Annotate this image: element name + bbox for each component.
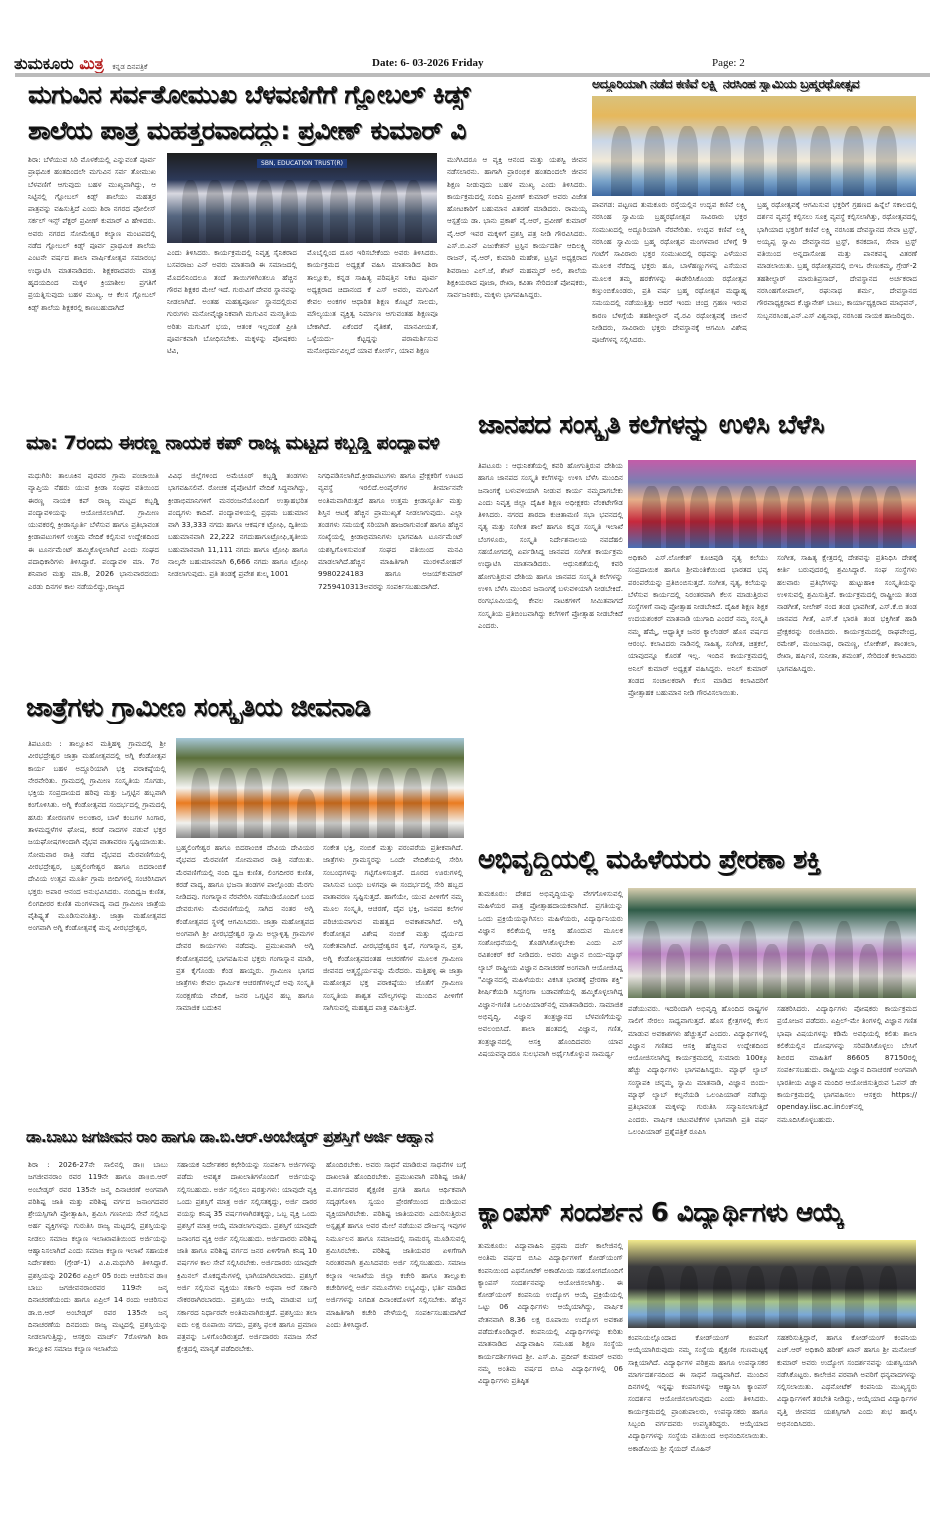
article-column: ಮೊಬೈಲ್ಲಿಂದ ದೂರ ಇರಿಸಬೇಕೆಂದು ಅವರು ತಿಳಿಸಿದರು. ಕಾರ್ಯಕ್ರಮದ ಅಧ್ಯಕ್ಷತೆ ವಹಿಸಿ ಮಾತನಾಡಿದ ಶಿರಾ ತಾಲ್ಲೂಕು, ಕನ್ನಡ ಸಾಹಿತ್ಯ ಪರಿಷತ್ತಿನ ನಿಕಟ ಪೂರ್ವ ಅಧ್ಯಕ್ಷರಾದ ಚಿದಾನಂದ ಕೆ ಎಸ್ ಅವರು, ಮಗುವಿಗೆ ಕೇವಲ ಅಂಕಗಳ ಆಧಾರಿತ ಶಿಕ್ಷಣ ಕೊಟ್ಟರೆ ಸಾಲದು, ಮೌಲ್ಯಯುತ ವ್ಯಕ್ತಿತ್ವ ನಿರ್ಮಾಣ ಆಗುವಂತಹ ಶಿಕ್ಷಣವೂ ಬೇಕಾಗಿದೆ. ಏಕೆಂದರೆ ನೈತಿಕತೆ, ಮಾನವೀಯತೆ, ಒಳ್ಳೆಯದು- ಕೆಟ್ಟದ್ದನ್ನು ಪರಾಮರ್ಶಿಸುವ ಮನೋಧರ್ಮವಿಲ್ಲದೆ ಯಾವ ಕೋರ್ಸ್, ಯಾವ ಶಿಕ್ಷಣ (307, 248, 438, 356)
article-column: ಶಿರಾ: ಬೆಳೆಯುವ ಸಿರಿ ಮೊಳಕೆಯಲ್ಲಿ ಎನ್ನುವಂತೆ ಪೂರ್ವ ಪ್ರಾಥಮಿಕ ಹಂತದಿಂದಲೇ ಮಗುವಿನ ಸರ್ವ ತೋಮುಖ ಬೆಳವಣಿಗೆ ಆಗುವುದು ಬಹಳ ಮುಖ್ಯವಾಗಿದ್ದು, ಆ ನಿಟ್ಟಿನಲ್ಲಿ ಗ್ಲೋಬಲ್ ಕಿಡ್ಸ್ ಶಾಲೆಯು ಮಹತ್ತರ ಪಾತ್ರವನ್ನು ವಹಿಸುತ್ತಿದೆ ಎಂದು ಶಿರಾ ನಗರದ ಪೋಲೀಸ್ ಸರ್ಕಲ್ ಇನ್ಸ್ ಪೆಕ್ಟರ್ ಪ್ರವೀಣ್ ಕುಮಾರ್ ವಿ ಹೇಳಿದರು. ಅವರು ನಗರದ ಸೋಮೇಶ್ವರ ಕಲ್ಯಾಣ ಮಂಟಪದಲ್ಲಿ ನಡೆದ ಗ್ಲೋಬಲ್ ಕಿಡ್ಸ್ ಪೂರ್ವ ಪ್ರಾಥಮಿಕ ಶಾಲೆಯ ಎಂಟನೇ ವರ್ಷದ ಶಾಲಾ ವಾರ್ಷಿಕೋತ್ಸವ ಸಮಾರಂಭ ಉದ್ಘಾಟಿಸಿ ಮಾತನಾಡಿದರು. ಶಿಕ್ಷಕರಾದವರು ಮಾತ್ರ ಹೃದಯದಿಂದ ಮಕ್ಕಳ ಕ್ರಿಯಾಶೀಲ ಪ್ರಗತಿಗೆ ಪ್ರಯತ್ನಿಸುವುದು ಬಹಳ ಮುಖ್ಯ. ಆ ಕೆಲಸ ಗ್ಲೋಬಲ್ ಕಿಡ್ಸ್ ಶಾಲೆಯ ಶಿಕ್ಷಕರಲ್ಲಿ ಕಾಣಬಹುದಾಗಿದೆ (28, 155, 156, 312)
article-column: ಮಧುಗಿರಿ: ತಾಲೂಕಿನ ಪುರವರ ಗ್ರಾಮ ಪಂಚಾಯಿತಿ ವ್ಯಾಪ್ತಿಯ ನೆಹರು ಯುವ ಕ್ರೀಡಾ ಸಂಘದ ವತಿಯಿಂದ ಈರಣ್ಣ ನಾಯಕ ಕಪ್ ರಾಜ್ಯ ಮಟ್ಟದ ಕಬ್ಬಡ್ಡಿ ಪಂದ್ಯಾವಳಿಯನ್ನು ಆಯೋಜಿಸಲಾಗಿದೆ. ಗ್ರಾಮೀಣ ಯುವಕರಲ್ಲಿ ಕ್ರೀಡಾಸ್ಫೂರ್ತಿ ಬೆಳೆಸುವ ಹಾಗೂ ಪ್ರತಿಭಾವಂತ ಕ್ರೀಡಾಪಟುಗಳಿಗೆ ಉತ್ತಮ ವೇದಿಕೆ ಕಲ್ಪಿಸುವ ಉದ್ದೇಶದಿಂದ ಈ ಟೂರ್ನಮೆಂಟ್ ಹಮ್ಮಿಕೊಳ್ಳಲಾಗಿದೆ ಎಂದು ಸಂಘದ ಪದಾಧಿಕಾರಿಗಳು ತಿಳಿಸಿದ್ದಾರೆ. ಪಂದ್ಯಾವಳಿ ಮಾ. 7ರ ಶನಿವಾರ ಮತ್ತು ಮಾ.8, 2026 ಭಾನುವಾರದಂದು ಎರಡು ದಿನಗಳ ಕಾಲ ನಡೆಯಲಿದ್ದು,ರಾಜ್ಯದ (28, 471, 159, 591)
page-number: Page: 2 (712, 57, 745, 69)
article-column: ಪಾವಗಡ: ಪಟ್ಟಣದ ತುಮಕೂರು ರಸ್ತೆಯಲ್ಲಿನ ಉದ್ಭವ ಕಣಿವೆ ಲಕ್ಷ್ಮಿ ನರಸಿಂಹ ಸ್ವಾಮಿಯ ಬ್ರಹ್ಮರಥೋತ್ಸವ ಸಾವಿರಾರು ಭಕ್ತರ ಸಂಮುಖದಲ್ಲಿ ಅದ್ದೂರಿಯಾಗಿ ನೆರವೇರಿತು. ಉದ್ಭವ ಕಣಿವೆ ಲಕ್ಷ್ಮಿ ನರಸಿಂಹ ಸ್ವಾಮಿಯ ಬ್ರಹ್ಮ ರಥೋತ್ಸವ ಮಂಗಳವಾರ ಬೆಳಿಗ್ಗೆ 9 ಗಂಟೆಗೆ ಸಾವಿರಾರು ಭಕ್ತರ ಸಂಮುಖದಲ್ಲಿ ರಥವನ್ನು ಎಳೆಯುವ ಮೂಲಕ ನೆರೆದಿದ್ದ ಭಕ್ತರು ಹೂ, ಬಾಳೆಹಣ್ಣುಗಳನ್ನ ಎಸೆಯುವ ಮೂಲಕ ತಮ್ಮ ಹರಕೆಗಳನ್ನು ಈಡೇರಿಸಿಕೊಂಡು ರಥೋತ್ಸವ ಕಣ್ತುಂಬಿಕೊಂಡರು, ಪ್ರತಿ ವರ್ಷ ಬ್ರಹ್ಮ ರಥೋತ್ಸವ ಮಧ್ಯಾಹ್ನ ಸಮಯದಲ್ಲಿ ನಡೆಯುತ್ತಿತ್ತು ಆದರೆ ಇಂದು ಚಂದ್ರ ಗ್ರಹಣ ಇರುವ ಕಾರಣ ಬೆಳಿಗ್ಗೆಯೆ ತಹಶೀಲ್ದಾರ್ ವೈ.ರವಿ ರಥೋತ್ಸವಕ್ಕೆ ಚಾಲನೆ ನೀಡಿದರು, ಸಾವಿರಾರು ಭಕ್ತರು ದೇವಸ್ಥಾನಕ್ಕೆ ಆಗಮಿಸಿ ವಿಶೇಷ ಪೂಜೆಗಳನ್ನ ಸಲ್ಲಿಸಿದರು. (592, 200, 747, 345)
article-column: ಕಂಪನಿಯಲ್ಲೊಂದಾದ ಕೋಡ್‌ಯಂಗ್ ಕಂಪನಿಗೆ ಆಯ್ಕೆಯಾಗಿರುವುದು ನಮ್ಮ ಸಂಸ್ಥೆಯ ಶೈಕ್ಷಣಿಕ ಗುಣಮಟ್ಟಕ್ಕೆ ಸಾಕ್ಷಿಯಾಗಿದೆ. ವಿದ್ಯಾರ್ಥಿಗಳ ಪರಿಶ್ರಮ ಹಾಗೂ ಉಪನ್ಯಾಸಕರ ಮಾರ್ಗದರ್ಶನದಿಂದ ಈ ಸಾಧನೆ ಸಾಧ್ಯವಾಗಿದೆ. ಮುಂದಿನ ದಿನಗಳಲ್ಲಿ ಇನ್ನಷ್ಟು ಕಂಪನಿಗಳನ್ನು ಆಹ್ವಾನಿಸಿ ಕ್ಯಾಂಪಸ್ ಸಂದರ್ಶನ ಆಯೋಜಿಸಲಾಗುವುದು ಎಂದು ತಿಳಿಸಿದರು. ಕಾರ್ಯಕ್ರಮದಲ್ಲಿ ಪ್ರಾಂಶುಪಾಲರು, ಉಪನ್ಯಾಸಕರು ಹಾಗೂ ಸಿಬ್ಬಂದಿ ವರ್ಗದವರು ಉಪಸ್ಥಿತರಿದ್ದರು. ಆಯ್ಕೆಯಾದ ವಿದ್ಯಾರ್ಥಿಗಳನ್ನು ಸಂಸ್ಥೆಯ ವತಿಯಿಂದ ಅಭಿನಂದಿಸಲಾಯಿತು. ಅಕಾಡೆಮಿಯ ಶ್ರೀ ಸೈಯದ್ ಮೊಹಿನ್ (628, 1333, 768, 1453)
article-photo-jatre (176, 738, 464, 838)
logo-tagline: ಕನ್ನಡ ದಿನಪತ್ರಿಕೆ (112, 63, 148, 71)
article-column: ವಿವಿಧ ಜಿಲ್ಲೆಗಳಿಂದ ಅಮೆಚೂರ್ ಕಬ್ಬಡ್ಡಿ ತಂಡಗಳು ಭಾಗವಹಿಸಲಿವೆ. ರೋಚಕ ಪೈಪೋಟಿಗೆ ವೇದಿಕೆ ಸಿದ್ಧವಾಗಿದ್ದು, ಕ್ರೀಡಾಭಿಮಾನಿಗಳಿಗೆ ಮನರಂಜನೆಯೊಂದಿಗೆ ಉತ್ಸಾಹಭರಿತ ಪಂದ್ಯಗಳು ಕಾದಿವೆ. ಪಂದ್ಯಾವಳಿಯಲ್ಲಿ ಪ್ರಥಮ ಬಹುಮಾನ ವಾಗಿ 33,333 ನಗದು ಹಾಗೂ ಆಕರ್ಷಕ ಟ್ರೋಫಿ, ದ್ವಿತೀಯ ಬಹುಮಾನವಾಗಿ 22,222 ನಗದುಹಾಗೂಟ್ರೋಫಿ,ತೃತೀಯ ಬಹುಮಾನವಾಗಿ 11,111 ನಗದು ಹಾಗೂ ಟ್ರೋಫಿ ಹಾಗೂ ನಾಲ್ಕನೇ ಬಹುಮಾನವಾಗಿ 6,666 ನಗದು ಹಾಗೂ ಟ್ರೋಫಿ ನೀಡಲಾಗುವುದು. ಪ್ರತಿ ತಂಡಕ್ಕೆ ಪ್ರವೇಶ ಶುಲ್ಕ 1001 (168, 471, 308, 579)
headline-janapada: ಜಾನಪದ ಸಂಸ್ಕೃತಿ ಕಲೆಗಳನ್ನು ಉಳಿಸಿ ಬೆಳೆಸಿ (478, 410, 825, 440)
article-column: ಮುಗಿಸಿದರೂ ಆ ವ್ಯಕ್ತಿ ಆನಂದ ಮತ್ತು ಯಶಸ್ವಿ ಜೀವನ ನಡೆಸಲಾರನು. ಹಾಗಾಗಿ ಪ್ರಾರಂಭಿಕ ಹಂತದಿಂದಲೇ ಜೀವನ ಶಿಕ್ಷಣ ನೀಡುವುದು ಬಹಳ ಮುಖ್ಯ ಎಂದು ತಿಳಿಸಿದರು. ಕಾರ್ಯಕ್ರಮದಲ್ಲಿ ಸಂದಿನಿ ಪ್ರವೀಣ್ ಕುಮಾರ್ ಅವರು ವಿಜೇತ ಹೋಟಕಾರಿಗೆ ಬಹುಮಾನ ವಿತರಣೆ ಮಾಡಿದರು. ರಾಮಯ್ಯ ಆಸ್ಪತ್ರೆಯ ಡಾ. ಭಾನು ಪ್ರಕಾಶ್ ವೈ.ಆರ್, ಪ್ರವೀಣ್ ಕುಮಾರ್ ವೈ.ಆರ್ ಇವರ ಮಕ್ಕಳಿಗೆ ಪ್ರಶಸ್ತಿ ಪತ್ರ ನೀಡಿ ಗೌರವಿಸಿದರು. ಎಸ್.ಬಿ.ಎನ್ ಎಜುಕೇಶನ್ ಟ್ರಸ್ಟಿನ ಕಾರ್ಯದರ್ಶಿ ಆದಿಲಕ್ಷ್ಮಿ ರಾಜನ್, ವೈ.ಆರ್, ಕುಮಾರಿ ಮಹೇಶ, ಟ್ರಸ್ಟಿನ ಅಧ್ಯಕ್ಷರಾದ ಶಿವರಾಜು ಎಲ್.ಜೆ, ಶೇಖ್ ಮಹಮ್ಮದ್ ಅಲಿ, ಶಾಲೆಯ ಶಿಕ್ಷಕಿಯರಾದ ಪೂಜಾ, ರೇಖಾ, ಕವಿತಾ ಸೇರಿದಂತೆ ಪೋಷಕರು, ಸಾರ್ವಜನಿಕರು, ಮಕ್ಕಳು ಭಾಗವಹಿಸಿದ್ದರು. (447, 155, 587, 300)
article-column: ಸಹಾಯಕ ನಿರ್ದೇಶಕರ ಕಛೇರಿಯನ್ನು ಸಂಪರ್ಕಿಸಿ ಅರ್ಜಿಗಳನ್ನು ಪಡೆದು ಅವಶ್ಯಕ ದಾಖಲಾತಿಗಳೊಂದಿಗೆ ಅರ್ಜಿಯನ್ನು ಸಲ್ಲಿಸಬಹುದು. ಅರ್ಜಿ ಸಲ್ಲಿಸಲು ಷರತ್ತುಗಳು: ಯಾವುದೇ ವ್ಯಕ್ತಿ ಒಂದು ಪ್ರಶಸ್ತಿಗೆ ಮಾತ್ರ ಅರ್ಜಿ ಸಲ್ಲಿಸತಕ್ಕದ್ದು, ಅರ್ಜಿ ದಾರರ ವಯಸ್ಸು ಕನಿಷ್ಠ 35 ವರ್ಷಗಳಾಗಿರತಕ್ಕದ್ದು, ಒಬ್ಬ ವ್ಯಕ್ತಿ ಒಂದು ಪ್ರಶಸ್ತಿಗೆ ಮಾತ್ರ ಆಯ್ಕೆ ಮಾಡಲಾಗುವುದು. ಪ್ರಶಸ್ತಿಗೆ ಯಾವುದೇ ಜನಾಂಗದ ವ್ಯಕ್ತಿ ಅರ್ಜಿ ಸಲ್ಲಿಸಬಹುದು. ಅರ್ಜಿದಾರರು ಪರಿಶಿಷ್ಟ ಜಾತಿ ಹಾಗೂ ಪರಿಶಿಷ್ಟ ವರ್ಗದ ಜನರ ಏಳಿಗೆಗಾಗಿ ಕನಿಷ್ಠ 10 ವರ್ಷಗಳ ಕಾಲ ಸೇವೆ ಸಲ್ಲಿಸಿರಬೇಕು. ಅರ್ಜಿದಾರರು ಯಾವುದೇ ಕ್ರಿಮಿನಲ್ ಮೊಕದ್ದಮೆಗಳಲ್ಲಿ ಭಾಗಿಯಾಗಿರಬಾರದು. ಪ್ರಶಸ್ತಿಗೆ ಅರ್ಜಿ ಸಲ್ಲಿಸುವ ವ್ಯಕ್ತಿಯು ಸರ್ಕಾರಿ ಅಥವಾ ಅರೆ ಸರ್ಕಾರಿ ನೌಕರರಾಗಿರಬಾರದು. ಪ್ರಶಸ್ತಿಯು ಆಯ್ಕೆ ಮಾಡುವ ಬಗ್ಗೆ ಸರ್ಕಾರದ ನಿರ್ಧಾರವೇ ಅಂತಿಮವಾಗಿರುತ್ತದೆ. ಪ್ರಶಸ್ತಿಯು ತಲಾ ಐದು ಲಕ್ಷ ರೂಪಾಯಿ ನಗದು, ಪ್ರಶಸ್ತಿ ಫಲಕ ಹಾಗೂ ಪ್ರಮಾಣ ಪತ್ರವನ್ನು ಒಳಗೊಂಡಿರುತ್ತದೆ. ಅರ್ಜಿದಾರರು ಸಮಾಜ ಸೇವೆ ಕ್ಷೇತ್ರದಲ್ಲಿ ಮಾನ್ಯತೆ ಪಡೆದಿರಬೇಕು. (177, 1160, 317, 1354)
article-column: ತಿಪಟೂರು : ತಾಲ್ಲೂಕಿನ ಮತ್ತಿಹಳ್ಳಿ ಗ್ರಾಮದಲ್ಲಿ ಶ್ರೀ ವೀರಭದ್ರೇಶ್ವರ ಜಾತ್ರಾ ಮಹೋತ್ಸವದಲ್ಲಿ ಅಗ್ನಿ ಕೆಂಡೋತ್ಸವ ಕಾರ್ಯ ಬಹಳ ಅದ್ದೂರಿಯಾಗಿ ಭಕ್ತಿ ಪರಾಕಷ್ಠೆಯಲ್ಲಿ ನೇರವೇರಿತು. ಗ್ರಾಮದಲ್ಲಿ ಗ್ರಾಮೀಣ ಸಂಸ್ಕೃತಿಯ ಸೊಗಡು, ಭಕ್ತಿಯ ಸಂಪ್ರದಾಯದ ಹರಿವು ಮತ್ತು ಒಗ್ಗಟ್ಟಿನ ಹಬ್ಬವಾಗಿ ಕಂಗೊಳಿಸಿತು. ಅಗ್ನಿ ಕೆಂಡೋತ್ಸವದ ಸಂದರ್ಭದಲ್ಲಿ ಗ್ರಾಮದಲ್ಲಿ ಹಸಿರು ತೋರಣಗಳ ಅಲಂಕಾರ, ಬಾಳೆ ಕಂಬಗಳ ಸಿಂಗಾರ, ತಾಳಮದ್ದಳೆಗಳ ಘೋಷ, ಕರಡೆ ನಾದಗಳ ನಡುವೆ ಭಕ್ತರ ಜಯಘೋಷಗಳಿಂದಾಗಿ ವೈಭವ ವಾತಾವರಣ ಸೃಷ್ಟಿಯಾಯಿತು. ಸೋಮವಾರ ರಾತ್ರಿ ನಡೆದ ವೈಭವದ ಮೆರವಣಿಗೆಯಲ್ಲಿ ವೀರಭದ್ರೇಶ್ವರ, ಬ್ರಹ್ಮಲಿಂಗೇಶ್ವರ ಹಾಗೂ ಬಿದರಾಂಬಿಕೆ ದೇವಿಯ ಉತ್ಸವ ಮೂರ್ತಿ ಗ್ರಾಮ ಬೀದಿಗಳಲ್ಲಿ ಸಂಚರಿಸಿದಾಗ ಭಕ್ತರು ಅಪಾರ ಆನಂದ ಅನುಭವಿಸಿದರು. ನಂದಿಧ್ವಜ ಕುಣಿತ, ಲಿಂಗದೀರರ ಕುಣಿತ ಮಂಗಳವಾದ್ಯ ನಾದ ಗ್ರಾಮೀಣ ಜಾತ್ರೆಯ ವೈಶಿಷ್ಟ್ಯತೆ ಮೂಡಿಸುವಂತಿತ್ತು. ಜಾತ್ರಾ ಮಹೋತ್ಸವದ ಅಂಗವಾಗಿ ಅಗ್ನಿ ಕೆಂಡೋತ್ಸವಕ್ಕೆ ಮನ್ನ ವೀರಭದ್ರೇಶ್ವರ, (28, 739, 166, 933)
article-column: ತುಮಕೂರು: ದೇಶದ ಅಭಿವೃದ್ಧಿಯನ್ನು ವೇಗಗೊಳಿಸುವಲ್ಲಿ ಮಹಿಳೆಯರ ಪಾತ್ರ ಪ್ರೋತ್ಸಾಹದಾಯಕವಾಗಿದೆ. ಪ್ರಗತಿಯನ್ನು ಒಂದು ಪ್ರಕ್ರಿಯೆಯನ್ನಾಗಿಸಲು ಮಹಿಳೆಯರು, ವಿದ್ಯಾರ್ಥಿನಿಯರು ವಿಜ್ಞಾನ ಕಲಿಕೆಯಲ್ಲಿ ಆಸಕ್ತಿ ಹೊಂದುವ ಮೂಲಕ ಸಂಶೋಧನೆಯಲ್ಲಿ ತೊಡಗಿಸಿಕೊಳ್ಳಬೇಕು ಎಂದು ಎಸ್ ರವಿಶಂಕರ್ ಕರೆ ನೀಡಿದರು. ಅವರು ವಿಜ್ಞಾನ ಬಿಂದು-ಮ್ಯಾಥ್ ಲ್ಯಾಬ್ ರಾಷ್ಟ್ರೀಯ ವಿಜ್ಞಾನ ದಿನಾಚರಣೆ ಅಂಗವಾಗಿ ಆಯೋಜಿಸಿದ್ದ "ವಿಜ್ಞಾನದಲ್ಲಿ ಮಹಿಳೆಯರು: ವಿಕಸಿತ ಭಾರತಕ್ಕೆ ಪ್ರೇರಣಾ ಶಕ್ತಿ" ಶೀರ್ಷಿಕೆಯಡಿ ಸಿದ್ಧಗಂಗಾ ಬಡಾವಣೆಯಲ್ಲಿ ಹಮ್ಮಿಕೊಳ್ಳಲಾಗಿದ್ದ ವಿಜ್ಞಾನ-ಗಣಿತ ಒಲಂಪಿಯಾಡ್‌ನಲ್ಲಿ ಮಾತನಾಡಿದರು. ಸಾಮಾಜಿಕ ಅಭಿವೃದ್ಧಿ, ವಿಜ್ಞಾನ ತಂತ್ರಜ್ಞಾನದ ಬೆಳವಣಿಗೆಯನ್ನು ಅವಲಂಬಿಸಿದೆ. ಶಾಲಾ ಹಂತದಲ್ಲಿ ವಿಜ್ಞಾನ, ಗಣಿತ, ತಂತ್ರಜ್ಞಾನದಲ್ಲಿ ಆಸಕ್ತಿ ಹೊಂದಿದವರು ಯಾವ ವಿಷಯವನ್ನಾದರೂ ಸುಲಭವಾಗಿ ಅರ್ಥೈಸಿಕೊಳ್ಳುವ ಸಾಮರ್ಥ್ಯ (478, 889, 623, 1058)
headline-women-development: ಅಭಿವೃದ್ಧಿಯಲ್ಲಿ ಮಹಿಳೆಯರು ಪ್ರೇರಣಾ ಶಕ್ತಿ (478, 845, 821, 875)
newspaper-logo (14, 54, 147, 74)
headline-ambedkar-award: ಡಾ.ಬಾಬು ಜಗಜೀವನ ರಾಂ ಹಾಗೂ ಡಾ.ಬಿ.ಆರ್.ಅಂಬೇಡ್ಕರ್ ಪ್ರಶಸ್ತಿಗೆ ಅರ್ಜಿ ಆಹ್ವಾನ (26, 1128, 433, 1146)
article-column: ತುಮಕೂರು: ವಿದ್ಯಾವಾಹಿನಿ ಪ್ರಥಮ ದರ್ಜೆ ಕಾಲೇಜಿನಲ್ಲಿ ಅಂತಿಮ ವರ್ಷದ ಬಿಸಿಎ ವಿದ್ಯಾರ್ಥಿಗಳಿಗೆ ಕೋಡ್‌ಯಂಗ್ ಕಂಪನಿಯಿಂದ ಎಥನೋಟೆಕ್ ಅಕಾಡೆಮಿಯ ಸಹಯೋಗದೊಂದಿಗೆ ಕ್ಯಾಂಪಸ್ ಸಂದರ್ಶನವನ್ನು ಆಯೋಜಿಸಲಾಗಿತ್ತು. ಈ ಕೋಡ್‌ಯಂಗ್ ಕಂಪನಿಯ ಉದ್ಯೋಗ ಆಯ್ಕೆ ಪ್ರಕ್ರಿಯೆಯಲ್ಲಿ ಒಟ್ಟು 06 ವಿದ್ಯಾರ್ಥಿಗಳು ಆಯ್ಕೆಯಾಗಿದ್ದು, ವಾರ್ಷಿಕ ವೇತನವಾಗಿ 8.36 ಲಕ್ಷ ರೂಪಾಯಿ ಉದ್ಯೋಗ ಅವಕಾಶ ಪಡೆದುಕೊಂಡಿದ್ದಾರೆ. ಕಂಪನಿಯಲ್ಲಿ ವಿದ್ಯಾರ್ಥಿಗಳನ್ನು ಕುರಿತು ಮಾತನಾಡಿದ ವಿದ್ಯಾವಾಹಿನಿ ಸಮೂಹ ಶಿಕ್ಷಣ ಸಂಸ್ಥೆಯ ಕಾರ್ಯದರ್ಶಿಗಳಾದ ಶ್ರೀ. ಎಸ್.ಪಿ. ಪ್ರದೀಪ್ ಕುಮಾರ್ ಅವರು ನಮ್ಮ ಅಂತಿಮ ವರ್ಷದ ಬಿಸಿಎ ವಿದ್ಯಾರ್ಥಿಗಳಲ್ಲಿ 06 ವಿದ್ಯಾರ್ಥಿಗಳು ಪ್ರತಿಷ್ಠಿತ (478, 1241, 623, 1386)
article-column: ಎಂದು ತಿಳಿಸಿದರು. ಕಾರ್ಯಕ್ರಮದಲ್ಲಿ ನಿವೃತ್ತ ಸೈನಿಕರಾದ ಬಸವರಾಜು ಎನ್ ಅವರು ಮಾತನಾಡಿ ಈ ಸಮಾಜದಲ್ಲಿ ಮೊದಲಿನಿಂದಲೂ ತಂದೆ ತಾಯಿಗಳಿಗಿಂತಲೂ ಹೆಚ್ಚಿನ ಗೌರವ ಶಿಕ್ಷಕರ ಮೇಲೆ ಇದೆ. ಗುರುವಿಗೆ ದೇವರ ಸ್ಥಾನವನ್ನು ನೀಡಲಾಗಿದೆ. ಅಂತಹ ಮಹತ್ವಪೂರ್ಣ ಸ್ಥಾನದಲ್ಲಿರುವ ಗುರುಗಳು ಮನೋವೈಜ್ಞಾನಿಕವಾಗಿ ಮಗುವಿನ ಮನಸ್ಥಿತಿಯ ಅರಿತು ಮಗುವಿಗೆ ಭಯ, ಆತಂಕ ಇಲ್ಲದಂತೆ ಪ್ರೀತಿ ಪೂರ್ವಕವಾಗಿ ಬೋಧಿಸಬೇಕು. ಮಕ್ಕಳನ್ನು ಪೋಷಕರು ಟಿವಿ, (167, 248, 297, 356)
article-photo-women-development (628, 888, 916, 998)
article-column: ನಿಗಧಿಪಡಿಸಲಾಗಿದೆ.ಕ್ರೀಡಾಪಟುಗಳು ಹಾಗೂ ಪ್ರೇಕ್ಷಕರಿಗೆ ಊಟದ ವ್ಯವಸ್ಥೆ ಇರಲಿದೆ.ಅಂಪೈರ್‌ಗಳ ತೀರ್ಮಾನವೇ ಅಂತಿಮವಾಗಿರುತ್ತದೆ ಹಾಗೂ ಉತ್ತಮ ಕ್ರೀಡಾಸ್ಫೂರ್ತಿ ಮತ್ತು ಶಿಸ್ತಿನ ಆಟಕ್ಕೆ ಹೆಚ್ಚಿನ ಪ್ರಾಮುಖ್ಯತೆ ನೀಡಲಾಗುವುದು. ಎಲ್ಲಾ ತಂಡಗಳು ಸಮಯಕ್ಕೆ ಸರಿಯಾಗಿ ಹಾಜರಾಗುವಂತೆ ಹಾಗೂ ಹೆಚ್ಚಿನ ಸಂಖ್ಯೆಯಲ್ಲಿ ಕ್ರೀಡಾಭಿಮಾನಿಗಳು ಭಾಗವಹಿಸಿ ಟೂರ್ನಮೆಂಟ್ ಯಶಸ್ವಿಗೊಳಿಸುವಂತೆ ಸಂಘದ ವತಿಯಿಂದ ಮನವಿ ಮಾಡಲಾಗಿದೆ.ಹೆಚ್ಚಿನ ಮಾಹಿತಿಗಾಗಿ ಮುರಳಿಮೋಹನ್ 9980224183 ಹಾಗೂ ಅಜಯ್‌ಕುಮಾರ್ 7259410313ಅವರನ್ನು ಸಂಪರ್ಕಿಸಬಹುದಾಗಿದೆ. (318, 471, 463, 591)
article-column: ಪಡೆಯುವರು. ಇದರಿಂದಾಗಿ ಅಭಿವೃದ್ಧಿ ಹೊಂದಿದ ರಾಷ್ಟ್ರಗಳ ಸಾಲಿಗೆ ಸೇರಲು ಸಾಧ್ಯವಾಗುತ್ತದೆ. ಹೊಸ ಕ್ಷೇತ್ರಗಳಲ್ಲಿ ಕೆಲಸ ಮಾಡುವ ಅವಕಾಶಗಳು ಹೆಚ್ಚುತ್ತವೆ ಎಂದರು. ವಿದ್ಯಾರ್ಥಿಗಳಲ್ಲಿ ವಿಜ್ಞಾನ ಗಣಿತದ ಆಸಕ್ತಿ ಹೆಚ್ಚಿಸುವ ಉದ್ದೇಶದಿಂದ ಆಯೋಜಿಸಲಾಗಿದ್ದ ಕಾರ್ಯಕ್ರಮದಲ್ಲಿ ಸುಮಾರು 100ಕ್ಕೂ ಹೆಚ್ಚು ವಿದ್ಯಾರ್ಥಿಗಳು ಭಾಗವಹಿಸಿದ್ದರು. ಮ್ಯಾಥ್ ಲ್ಯಾಬ್ ಸಂಸ್ಥಾಪಕಿ ಚನ್ನಮ್ಮ ಸ್ವಾಮಿ ಮಾತನಾಡಿ, ವಿಜ್ಞಾನ ಬಿಂದು-ಮ್ಯಾಥ್ ಲ್ಯಾಬ್ ಕಲ್ಪನೆಯಡಿ ಒಲಂಪಿಯಾಡ್ ನಡೆಸಿದ್ದು ಪ್ರತಿಭಾವಂತ ಮಕ್ಕಳನ್ನು ಗುರುತಿಸಿ ಸನ್ಮಾನಿಸಲಾಗುತ್ತಿದೆ ಎಂದರು. ವಾರ್ಷಿಕ ಚಟುವಟಿಕೆಗಳ ಭಾಗವಾಗಿ ಪ್ರತಿ ವರ್ಷ ಒಲಂಪಿಯಾಡ್ ಪ್ರಶ್ನೆಪತ್ರಿಕೆ ರೂಪಿಸಿ (628, 1004, 768, 1136)
headline-kanive-rathotsava: ಅದ್ದೂರಿಯಾಗಿ ನಡೆದ ಕಣಿವೆ ಲಕ್ಷ್ಮಿ ನರಸಿಂಹ ಸ್ವಾಮಿಯ ಬ್ರಹ್ಮರಥೋತ್ಸವ (592, 76, 859, 91)
article-photo-janapada (628, 460, 916, 548)
article-column: ತಿಪಟೂರು : ಆಧುನಿಕತೆಯಲ್ಲಿ ಕವರಿ ಹೋಗುತ್ತಿರುವ ದೇಶಿಯ ಹಾಗೂ ಜಾನಪದ ಸಂಸ್ಕೃತಿ ಕಲೆಗಳನ್ನು ಉಳಿಸಿ ಬೆಳೆಸಿ ಮುಂದಿನ ಜನಾಂಗಕ್ಕೆ ಬಳುವಳಿಯಾಗಿ ನೀಡುವ ಕಾರ್ಯ ನಮ್ಮದಾಗಬೇಕು ಎಂದು ನಿವೃತ್ತ ಜಿಲ್ಲಾ ದೈಹಿಕ ಶಿಕ್ಷಣ ಅಧೀಕ್ಷಕರು ವೆಂಕಟೇಗೌಡ ತಿಳಿಸಿದರು. ನಗರದ ಶಾರದಾ ಕುಚಿತಾಮಣಿ ಸಭಾ ಭವನದಲ್ಲಿ ನೃತ್ಯ ಮತ್ತು ಸಂಗೀತ ಶಾಲೆ ಹಾಗೂ ಕನ್ನಡ ಸಂಸ್ಕೃತಿ ಇಲಾಖೆ ಬೆಂಗಳೂರು, ಸಂಸ್ಕೃತಿ ನಿರ್ದೇಶನಾಲಯ ನವದೆಹಲಿ ಸಹಯೋಗದಲ್ಲಿ ಏರ್ಪಡಿಸಿದ್ದ ಜಾನಪದ ಸಂಗೀತ ಕಾರ್ಯಕ್ರಮ ಉದ್ಘಾಟಿಸಿ ಮಾತನಾಡಿದರು. ಆಧುನಿಕತೆಯಲ್ಲಿ ಕವರಿ ಹೋಗುತ್ತಿರುವ ದೇಶಿಯ ಹಾಗೂ ಜಾನಪದ ಸಂಸ್ಕೃತಿ ಕಲೆಗಳನ್ನು ಉಳಿಸಿ ಬೆಳೆಸಿ ಮುಂದಿನ ಜನಾಂಗಕ್ಕೆ ಬಳುವಳಿಯಾಗಿ ನೀಡಬೇಕಿದೆ. ರಂಗಭೂಮಿಯಲ್ಲಿ ಕೇವಲ ನಾಟಕಗಳಿಗೆ ಸೀಮಿತವಾಗದೆ ಸಂಸ್ಕೃತಿಯ ಪ್ರತಿಬಿಂಬವಾಗಿದ್ದು ಕಲೆಗಳಿಗೆ ಪ್ರೋತ್ಸಾಹ ನೀಡಬೇಕಿದೆ ಎಂದರು. (478, 461, 623, 630)
headline-campus-selection: ಕ್ಯಾಂಪಸ್ ಸಂದರ್ಶನ 6 ವಿದ್ಯಾರ್ಥಿಗಳು ಆಯ್ಕೆ (478, 1198, 844, 1228)
article-column: ಸಹಕರಿಸಿದರು. ವಿದ್ಯಾರ್ಥಿಗಳು ಪೋಷಕರು ಕಾರ್ಯಕ್ರಮದ ಪ್ರಯೋಜನ ಪಡೆದರು. ಏಪ್ರಿಲ್-ಮೇ ತಿಂಗಳಲ್ಲಿ ವಿಜ್ಞಾನ ಗಣಿತ ಭಾಷಾ ವಿಷಯಗಳನ್ನು ಕಡಿಮೆ ಅವಧಿಯಲ್ಲಿ ಕಲಿತು ಶಾಲಾ ಕಲಿಕೆಯಲ್ಲಿನ ದೋಷಗಳನ್ನು ಸರಿಪಡಿಸಿಕೊಳ್ಳಲು ಬೇಸಿಗೆ ಶಿಬಿರದ ಮಾಹಿತಿಗೆ 86605 87150ರಲ್ಲಿ ಸಂಪರ್ಕಿಸಬಹುದು. ರಾಷ್ಟ್ರೀಯ ವಿಜ್ಞಾನ ದಿನಾಚರಣೆ ಅಂಗವಾಗಿ ಭಾರತೀಯ ವಿಜ್ಞಾನ ಮಂದಿರ ಆಯೋಜಿಸುತ್ತಿರುವ ಓಪನ್ ಡೇ ಕಾರ್ಯಕ್ರಮದಲ್ಲಿ ಭಾಗವಹಿಸಲು ಆಸಕ್ತರು https:// openday.iisc.ac.inಲಿಂಕ್‌ನಲ್ಲಿ ನಮೂದಿಸಿಕೊಳ್ಳಬಹುದು. (777, 1004, 917, 1124)
issue-date: Date: 6- 03-2026 Friday (372, 57, 484, 69)
logo-main: ತುಮಕೂರು (14, 54, 74, 73)
article-photo-campus-selection (628, 1240, 916, 1328)
article-column: ಅಧಿಕಾರಿ ಎಸ್.ಲೋಕೇಶ್ ಕೂಚಿಪುಡಿ ನೃತ್ಯ ಕಲೆಯು ಸಂಪ್ರದಾಯಿಕ ಹಾಗೂ ಶ್ರೀಮಂತಿಕೆಯಿಂದ ಭಾರತದ ಭವ್ಯ ಪರಂಪರೆಯನ್ನು ಪ್ರತಿಬಿಂಬಿಸುತ್ತದೆ. ಸಂಗೀತ, ನೃತ್ಯ, ಕಲೆಯನ್ನು ಬೆಳೆಸುವ ಕಾರ್ಯದಲ್ಲಿ ನಿರಂತರವಾಗಿ ಕೆಲಸ ಮಾಡುತ್ತಿರುವ ಸಂಸ್ಥೆಗಳಿಗೆ ನಾವು ಪ್ರೋತ್ಸಾಹ ನೀಡಬೇಕಿದೆ. ದೈಹಿಕ ಶಿಕ್ಷಣ ಶಿಕ್ಷಕ ಉದಯಶಂಕರ್ ಮಾತನಾಡಿ ಯುಗಾದಿ ಎಂದರೆ ನಮ್ಮ ಸಂಸ್ಕೃತಿ ನಮ್ಮ ಹೆಮ್ಮೆ, ಆಧ್ಯಾತ್ಮಿಕ ಜನರ ಕ್ಯಾಲೆಂಡರ್ ಹೊಸ ವರ್ಷದ ಆರಂಭ. ಕಲಾವಿದರು ನಾಡಿನಲ್ಲಿ ಸಾಹಿತ್ಯ, ಸಂಗೀತ, ಚಿತ್ರಕಲೆ, ಯಾವುದನ್ನೂ ಕೊರತೆ ಇಲ್ಲ. ಇಂದಿನ ಕಾರ್ಯಕ್ರಮದಲ್ಲಿ ಅನಿಲ್ ಕುಮಾರ್ ಅಧ್ಯಕ್ಷತೆ ವಹಿಸಿದ್ದರು. ಅನಿಲ್ ಕುಮಾರ್ ತಂಡದ ಸಂಚಾಲಕರಾಗಿ ಕೆಲಸ ಮಾಡಿದ ಕಲಾವಿದರಿಗೆ ಪ್ರೋತ್ಸಾಹಕ ಬಹುಮಾನ ನೀಡಿ ಗೌರವಿಸಲಾಯಿತು. (628, 553, 768, 698)
article-column: ಸಂಗೀತ, ಸಾಹಿತ್ಯ ಕ್ಷೇತ್ರದಲ್ಲಿ ದೇಶವನ್ನು ಪ್ರತಿನಿಧಿಸಿ ದೇಶಕ್ಕೆ ಕೀರ್ತಿ ಬರುವುದರಲ್ಲಿ ಶ್ರಮಿಸಿದ್ದಾರೆ. ಸಂಘ ಸಂಸ್ಥೆಗಳು ಹಲವಾರು ಪ್ರತಿಭೆಗಳನ್ನು ಹುಟ್ಟುಹಾಕಿ ಸಂಸ್ಕೃತಿಯನ್ನು ಉಳಿಸುವಲ್ಲಿ ಶ್ರಮಿಸುತ್ತಿವೆ. ಕಾರ್ಯಕ್ರಮದಲ್ಲಿ ರಾಷ್ಟ್ರೀಯ ತಂಡ ನಾಡಗೀತೆ, ನೀಲೇಶ್ ನಂದ ತಂಡ ಭಾವಗೀತೆ, ಎಸ್.ಕೆ.ಬಿ ತಂಡ ಜಾನಪದ ಗೀತೆ, ಎಸ್.ಕೆ ಭಾರತಿ ತಂಡ ಭಕ್ತಿಗೀತೆ ಹಾಡಿ ಪ್ರೇಕ್ಷಕರನ್ನು ರಂಜಿಸಿದರು. ಕಾರ್ಯಕ್ರಮದಲ್ಲಿ ರಾಘವೇಂದ್ರ, ರಮೇಶ್, ಮಂಜುನಾಥ, ರಾಮಣ್ಣ, ಲೋಕೇಶ್, ಶಾಂತಲಾ, ರೇಖಾ, ಹರ್ಷಿಣಿ, ಸುನೀತಾ, ಶಮಂತ್, ಸೇರಿದಂತೆ ಕಲಾವಿದರು ಭಾಗವಹಿಸಿದ್ದರು. (777, 553, 917, 673)
article-photo-global-kids (167, 153, 437, 243)
logo-accent: ಮಿತ್ರ (79, 54, 104, 73)
article-column: ಸಂಕೇತ ಭಕ್ತಿ, ನಂಬಿಕೆ ಮತ್ತು ಪರಂಪರೆಯ ಪ್ರತೀಕವಾಗಿದೆ. ಜಾತ್ರೆಗಳು ಗ್ರಾಮಸ್ಥರನ್ನು ಒಂದೇ ವೇದಿಕೆಯಲ್ಲಿ ಸೇರಿಸಿ ಸಂಬಂಧಗಳನ್ನು ಗಟ್ಟಿಗೊಳಿಸುತ್ತವೆ. ದೂರದ ಊರುಗಳಲ್ಲಿ ವಾಸಿಸುವ ಬಂಧು ಬಳಗವೂ ಈ ಸಂದರ್ಭದಲ್ಲಿ ಸೇರಿ ಹಬ್ಬದ ವಾತಾವರಣ ಸೃಷ್ಟಿಸುತ್ತದೆ. ಹಾಗೆಯೇ, ಯುವ ಪೀಳಿಗೆಗೆ ನಮ್ಮ ಮೂಲ ಸಂಸ್ಕೃತಿ, ಆಚರಣೆ, ದೈವ ಭಕ್ತಿ, ಜನಪದ ಕಲೆಗಳ ಪರಿಚಯವಾಗುವ ಮಹತ್ವದ ಅವಕಾಶವಾಗಿದೆ. ಅಗ್ನಿ ಕೆಂಡೋತ್ಸವ ವಿಶೇಷ ನಂಬಿಕೆ ಮತ್ತು ಧೈರ್ಯದ ಸಂಕೇತವಾಗಿದೆ. ವೀರಭದ್ರೇಶ್ವರನ ಕೃಪೆ, ಗಂಗಾಸ್ನಾನ, ವ್ರತ, ಅಗ್ನಿ ಕೆಂಡೋತ್ಸವದಂತಹ ಆಚರಣೆಗಳ ಮೂಲಕ ಗ್ರಾಮೀಣ ಜೀವನದ ಆತ್ಮಸ್ಥೈರ್ಯವನ್ನು ಮೆರೆದರು. ಮತ್ತಿಹಳ್ಳಿ ಈ ಜಾತ್ರಾ ಮಹೋತ್ಸವ ಭಕ್ತ ಪರಾಕಷ್ಠೆಯು ಜೊತೆಗೆ ಗ್ರಾಮೀಣ ಸಂಸ್ಕೃತಿಯ ಶಾಶ್ವತ ಮೌಲ್ಯಗಳನ್ನು ಮುಂದಿನ ಪೀಳಿಗೆಗೆ ಸಾಗಿಸುವಲ್ಲಿ ಮಹತ್ವದ ಪಾತ್ರ ವಹಿಸುತ್ತಿದೆ. (323, 843, 463, 1012)
headline-kabaddi: ಮಾ: 7ರಂದು ಈರಣ್ಣ ನಾಯಕ ಕಪ್ ರಾಜ್ಯ ಮಟ್ಟದ ಕಬ್ಬಡ್ಡಿ ಪಂದ್ಯಾವಳಿ (26, 432, 440, 454)
masthead (0, 0, 945, 75)
article-photo-rathotsava (592, 96, 916, 196)
article-column: ಹೊಂದಿರಬೇಕು. ಅವರು ಸಾಧನೆ ಮಾಡಿರುವ ಸಾಧನೆಗಳ ಬಗ್ಗೆ ದಾಖಲಾತಿ ಹೊಂದಿರಬೇಕು. ಪ್ರಮುಖವಾಗಿ ಪರಿಶಿಷ್ಟ ಜಾತಿ/ಪ.ವರ್ಗದವರ ಶೈಕ್ಷಣಿಕ ಪ್ರಗತಿ ಹಾಗೂ ಆರ್ಥಿಕವಾಗಿ ಸದೃಢಗೊಳಿಸಿ ಸ್ವಯಂ ಪ್ರೇರಣೆಯಿಂದ ದುಡಿಯುವ ವ್ಯಕ್ತಿಯಾಗಿರಬೇಕು. ಪರಿಶಿಷ್ಟ ಜಾತಿಯವರು ಎದುರಿಸುತ್ತಿರುವ ಅಸ್ಪೃಶ್ಯತೆ ಹಾಗೂ ಅವರ ಮೇಲೆ ನಡೆಯುವ ದೌರ್ಜನ್ಯ ಇವುಗಳ ನಿರ್ಮೂಲನ ಹಾಗೂ ಸಮಾಜದಲ್ಲಿ ಸಾಮರಸ್ಯ ಮೂಡಿಸುವಲ್ಲಿ ಶ್ರಮಿಸಿರಬೇಕು. ಪರಿಶಿಷ್ಟ ಜಾತಿಯವರ ಏಳಿಗೆಗಾಗಿ ನಿರಂತರವಾಗಿ ಶ್ರಮಿಸಿದವರು ಅರ್ಜಿ ಸಲ್ಲಿಸಬಹುದು. ಸಮಾಜ ಕಲ್ಯಾಣ ಇಲಾಖೆಯ ಜಿಲ್ಲಾ ಕಚೇರಿ ಹಾಗೂ ತಾಲ್ಲೂಕು ಕಚೇರಿಗಳಲ್ಲಿ ಅರ್ಜಿ ನಮೂನೆಗಳು ಲಭ್ಯವಿದ್ದು, ಭರ್ತಿ ಮಾಡಿದ ಅರ್ಜಿಗಳನ್ನು ನಿಗದಿತ ದಿನಾಂಕದೊಳಗೆ ಸಲ್ಲಿಸಬೇಕು. ಹೆಚ್ಚಿನ ಮಾಹಿತಿಗಾಗಿ ಕಚೇರಿ ವೇಳೆಯಲ್ಲಿ ಸಂಪರ್ಕಿಸಬಹುದಾಗಿದೆ ಎಂದು ತಿಳಿಸಿದ್ದಾರೆ. (326, 1160, 466, 1329)
headline-global-kids-line2: ಶಾಲೆಯ ಪಾತ್ರ ಮಹತ್ತರವಾದದ್ದು: ಪ್ರವೀಣ್ ಕುಮಾರ್ ವಿ (28, 116, 466, 145)
article-column: ಬ್ರಹ್ಮಲಿಂಗೇಶ್ವರ ಹಾಗೂ ಬಿದರಾಂಬಿಕ ದೇವಿಯ ದೇವಿಯರ ವೈಭವದ ಮೆರವಣಿಗೆ ಸೋಮವಾರ ರಾತ್ರಿ ನಡೆಯಿತು. ಮೆರವಣಿಗೆಯಲ್ಲಿ ನಂದಿ ಧ್ವಜ ಕುಣಿತ, ಲಿಂಗದೀರರ ಕುಣಿತ, ಕರಡೆ ವಾದ್ಯ, ಹಾಗೂ ಭಜನಾ ತಂಡಗಳ ಪಾಲ್ಗೊಂಡು ಮೆರಗು ನೀಡಿದವು. ಗಂಗಾಸ್ನಾನ ನೆರವೇರಿಸಿ ನಡೆಮುಡಿಯೊಂದಿಗೆ ಬಂದ ದೇವರುಗಳು ಮೆರವಣಿಗೆಯಲ್ಲಿ ಸಾಗಿದ ನಂತರ ಅಗ್ನಿ ಕೆಂಡೋತ್ಸವದ ಸ್ಥಳಕ್ಕೆ ಆಗಮಿಸಿದರು. ಜಾತ್ರಾ ಮಹೋತ್ಸವದ ಅಂಗವಾಗಿ ಶ್ರೀ ವೀರಭದ್ರೇಶ್ವರ ಸ್ವಾಮಿ ಅಲ್ಲಾಳ್ಳಿತ್ವ ಗ್ರಾಮಗಳ ದೇವರ ಕಾರ್ಯಗಳು ನಡೆದವು. ಪ್ರಮುಖವಾಗಿ ಅಗ್ನಿ ಕೆಂಡೋತ್ಸವದಲ್ಲಿ ಭಾಗವಹಿಸುವ ಭಕ್ತರು ಗಂಗಾಸ್ನಾನ ಮಾಡಿ, ವ್ರತ ಕೈಗೊಂಡು ಕೆಂಡ ಹಾಯ್ದರು. ಗ್ರಾಮೀಣ ಭಾಗದ ಜಾತ್ರೆಗಳು ಕೇವಲ ಧಾರ್ಮಿಕ ಆಚರಣೆಗಳಲ್ಲದೆ ಅವು ಸಂಸ್ಕೃತಿ ಸಂರಕ್ಷಣೆಯ ವೇದಿಕೆ, ಜನರ ಒಗ್ಗಟ್ಟಿನ ಹಬ್ಬ ಹಾಗೂ ಸಾಮಾಜಿಕ ಬದುಕಿನ (176, 843, 314, 1012)
photo-banner-text: SBN, EDUCATION TRUST(R) (257, 159, 347, 168)
article-column: ಸಹಕರಿಸುತ್ತಿದ್ದಾರೆ, ಹಾಗೂ ಕೋಡ್‌ಯಂಗ್ ಕಂಪನಿಯ ಎಚ್.ಆರ್ ಅಧಿಕಾರಿ ಹರೀಶ್ ಖಾನ್ ಹಾಗೂ ಶ್ರೀ ಮನೋಜ್ ಕುಮಾರ್ ಅವರು ಉದ್ಯೋಗ ಸಂದರ್ಶನವನ್ನು ಯಶಸ್ವಿಯಾಗಿ ನಡೆಸಿಕೊಟ್ಟರು. ಕಾಲೇಜಿನ ಪರವಾಗಿ ಅವರಿಗೆ ಧನ್ಯವಾದಗಳನ್ನು ಸಲ್ಲಿಸಲಾಯಿತು. ಎಥನೋಟೆಕ್ ಕಂಪನಿಯ ಮುಖ್ಯಸ್ಥರು ವಿದ್ಯಾರ್ಥಿಗಳಿಗೆ ತರಬೇತಿ ನೀಡಿದ್ದು, ಆಯ್ಕೆಯಾದ ವಿದ್ಯಾರ್ಥಿಗಳ ವೃತ್ತಿ ಜೀವನದ ಯಶಸ್ಸಿಗಾಗಿ ಎಂದು ಶುಭ ಹಾರೈಸಿ ಅಭಿನಂದಿಸಿದರು. (777, 1333, 917, 1429)
article-column: ಬ್ರಹ್ಮ ರಥೋತ್ಸವಕ್ಕೆ ಆಗಮಿಸುವ ಭಕ್ತರಿಗೆ ಗ್ರಹಣದ ಹಿನ್ನೆಲೆ ಸಕಾಲದಲ್ಲಿ ದರ್ಶನ ವ್ಯವಸ್ಥೆ ಕಲ್ಪಿಸಲು ಸೂಕ್ತ ವ್ಯವಸ್ಥೆ ಕಲ್ಪಿಸಲಾಗಿತ್ತು, ರಥೋತ್ಸವದಲ್ಲಿ ಭಾಗಿಯಾದ ಭಕ್ತರಿಗೆ ಕಣಿವೆ ಲಕ್ಷ್ಮಿ ನರಸಿಂಹ ದೇವಸ್ಥಾನದ ಸೇವಾ ಟ್ರಸ್ಟ್, ಅಯ್ಯಪ್ಪ ಸ್ವಾಮಿ ದೇವಸ್ಥಾನದ ಟ್ರಸ್ಟ್, ಕನಕದಾಸ, ಸೇವಾ ಟ್ರಸ್ಟ್ ವತಿಯಿಂದ ಅನ್ನದಾಸೋಹ ಮತ್ತು ಪಾನಕವನ್ನ ವಿತರಣೆ ಮಾಡಲಾಯಿತು. ಬ್ರಹ್ಮ ರಥೋತ್ಸವದಲ್ಲಿ ಬಿಇಒ ರೇಣುಕಮ್ಮ, ಗ್ರೇಡ್-2 ತಹಶೀಲ್ದಾರ್ ಮಾರುತಿಪ್ರಸಾದ್, ದೇವಸ್ಥಾನದ ಅರ್ಚಕರಾದ ನರಸಿಂಹಗೋಪಾಲ್, ರಘುನಾಥ ಶರ್ಮ, ದೇವಸ್ಥಾನದ ಗೌರವಾಧ್ಯಕ್ಷರಾದ ಕೆ.ಜ್ಞಾನೇಶ್ ಬಾಬು, ಕಾರ್ಯಾಧ್ಯಕ್ಷರಾದ ಮಾಧವನ್, ಸುಬ್ಬನರಸಿಂಹ,ಎನ್.ಎಸ್ ವಿಶ್ವನಾಥ, ನರಸಿಂಹ ನಾಯಕ ಹಾಜರಿದ್ದರು. (757, 200, 917, 320)
headline-jatre: ಜಾತ್ರೆಗಳು ಗ್ರಾಮೀಣ ಸಂಸ್ಕೃತಿಯ ಜೀವನಾಡಿ (26, 693, 371, 723)
article-column: ಶಿರಾ : 2026-27ನೇ ಸಾಲಿನಲ್ಲಿ ಡಾ॥ ಬಾಬು ಜಗಜೀವನರಾಂ ರವರ 119ನೇ ಹಾಗೂ ಡಾ॥ಬಿ.ಆರ್ ಅಂಬೇಡ್ಕರ್ ರವರ 135ನೇ ಜನ್ಮ ದಿನಾಚರಣೆ ಅಂಗವಾಗಿ ಪರಿಶಿಷ್ಟ ಜಾತಿ ಮತ್ತು ಪರಿಶಿಷ್ಟ ವರ್ಗದ ಜನಾಂಗದವರ ಶ್ರೇಯಸ್ಸಿಗಾಗಿ ಪ್ರೋತ್ಸಾಹಿಸಿ, ಶ್ರಮಿಸಿ ಗಣನೀಯ ಸೇವೆ ಸಲ್ಲಿಸಿದ ಅರ್ಹ ವ್ಯಕ್ತಿಗಳನ್ನು ಗುರುತಿಸಿ ರಾಜ್ಯ ಮಟ್ಟದಲ್ಲಿ ಪ್ರಶಸ್ತಿಯನ್ನು ನೀಡಲು ಸಮಾಜ ಕಲ್ಯಾಣ ಇಲಾಖಾವತಿಯಿಂದ ಅರ್ಜಿಯನ್ನು ಆಹ್ವಾನಿಸಲಾಗಿದೆ ಎಂದು ಸಮಾಜ ಕಲ್ಯಾಣ ಇಲಾಖೆ ಸಹಾಯಕ ನಿರ್ದೇಶಕರು (ಗ್ರೇಡ್-1) ವಿ.ಪಿ.ಮಧುಗಿರಿ ತಿಳಿಸಿದ್ದಾರೆ. ಪ್ರಶಸ್ತಿಯನ್ನು 2026ರ ಏಪ್ರಿಲ್ 05 ರಂದು ಆಚರಿಸುವ ಡಾ॥ಬಾಬು ಜಗಜೀವನರಾಂರವರ 119ನೇ ಜನ್ಮ ದಿನಾಚರಣೆಯಂದು ಹಾಗೂ ಏಪ್ರಿಲ್ 14 ರಂದು ಆಚರಿಸುವ ಡಾ.ಬಿ.ಆರ್ ಅಂಬೇಡ್ಕರ್ ರವರ 135ನೇ ಜನ್ಮ ದಿನಾಚರಣೆಯ ದಿನದಂದು ರಾಜ್ಯ ಮಟ್ಟದಲ್ಲಿ ಪ್ರಶಸ್ತಿಯನ್ನು ನೀಡಲಾಗುತ್ತಿದ್ದು, ಆಸಕ್ತರು ಮಾರ್ಚ್ 7ರೊಳಗಾಗಿ ಶಿರಾ ತಾಲ್ಲೂಕಿನ ಸಮಾಜ ಕಲ್ಯಾಣ ಇಲಾಖೆಯ (28, 1160, 168, 1354)
headline-global-kids-line1: ಮಗುವಿನ ಸರ್ವತೋಮುಖ ಬೆಳವಣಿಗೆಗೆ ಗ್ಲೋಬಲ್ ಕಿಡ್ಸ್ (28, 80, 471, 109)
